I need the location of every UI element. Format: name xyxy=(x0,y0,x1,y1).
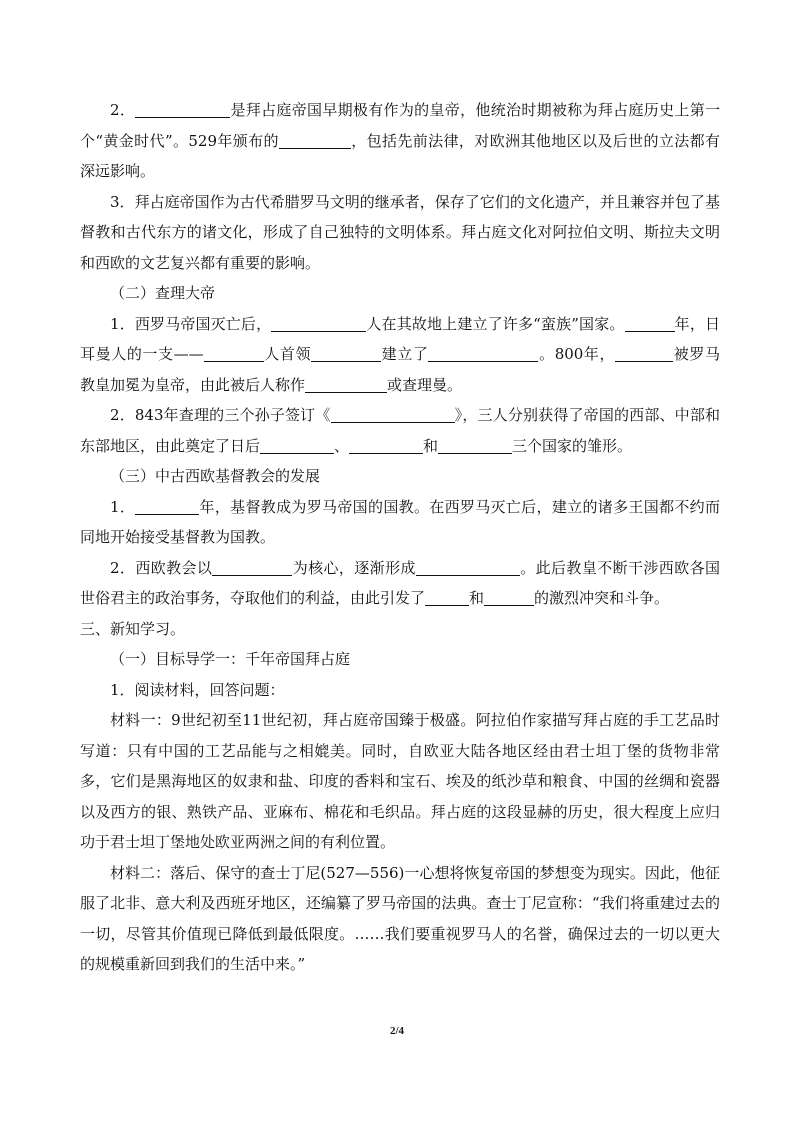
fill-blank[interactable] xyxy=(331,406,455,423)
question-prompt: 1．阅读材料，回答问题： xyxy=(110,680,285,699)
paragraph-state-religion: 1． 年，基督教成为罗马帝国的国教。在西罗马灭亡后，建立的诸多王国都不约而同地开始接受基督教为国教。 xyxy=(80,497,720,546)
paragraph-frankish: 1．西罗马帝国灭亡后， 人在其故地上建立了许多“蛮族”国家。 年，日耳曼人的一支—— 人首领 建立了 。800年， 被罗马教皇加冕为皇帝，由此被后人称作 或查理曼。 xyxy=(80,314,720,394)
fill-blank[interactable] xyxy=(305,376,387,393)
paragraph-byzantine-culture: 3．拜占庭帝国作为古代希腊罗马文明的继承者，保存了它们的文化遗产，并且兼容并包了基督教和古代东方的诸文化，形成了自己独特的文明体系。拜占庭文化对阿拉伯文明、斯拉夫文明和西欧的文艺复兴都有重要的影响。 xyxy=(80,192,720,272)
fill-blank[interactable] xyxy=(204,345,264,362)
fill-blank[interactable] xyxy=(438,437,512,454)
fill-blank[interactable] xyxy=(260,437,334,454)
fill-blank[interactable] xyxy=(425,589,469,606)
fill-blank[interactable] xyxy=(349,437,423,454)
fill-blank[interactable] xyxy=(135,498,199,515)
page-number: 2/4 xyxy=(389,1025,405,1037)
fill-blank[interactable] xyxy=(615,345,673,362)
fill-blank[interactable] xyxy=(625,315,675,332)
material-one: 材料一：9世纪初至11世纪初，拜占庭帝国臻于极盛。阿拉伯作家描写拜占庭的手工艺品时写道：只有中国的工艺品能与之相媲美。同时，自欧亚大陆各地区经由君士坦丁堡的货物非常多，它们是黑海地区的奴隶和盐、印度的香料和宝石、埃及的纸沙草和粮食、中国的丝绸和瓷器以及西方的银、熟铁产品、亚麻布、棉花和毛织品。拜占庭的这段显赫的历史，很大程度上应归功于君士坦丁堡地处欧亚两洲之间的有利位置。 xyxy=(80,711,720,851)
fill-blank[interactable] xyxy=(279,132,351,149)
heading-church: （三）中古西欧基督教会的发展 xyxy=(110,467,321,485)
fill-blank[interactable] xyxy=(484,589,534,606)
fill-blank[interactable] xyxy=(416,559,520,576)
fill-blank[interactable] xyxy=(135,101,230,118)
fill-blank[interactable] xyxy=(311,345,381,362)
fill-blank[interactable] xyxy=(428,345,538,362)
paragraph-justinian: 2． 是拜占庭帝国早期极有作为的皇帝，他统治时期被称为拜占庭历史上第一个“黄金时代”。529年颁布的 ，包括先前法律，对欧洲其他地区以及后世的立法都有深远影响。 xyxy=(80,101,721,180)
fill-blank[interactable] xyxy=(212,559,292,576)
paragraph-papacy: 2．西欧教会以 为核心，逐渐形成 。此后教皇不断干涉西欧各国世俗君主的政治事务，夺取他们的利益，由此引发了 和 的激烈冲突和斗争。 xyxy=(80,558,720,607)
fill-blank[interactable] xyxy=(271,315,366,332)
heading-goal-one: （一）目标导学一：千年帝国拜占庭 xyxy=(110,650,351,668)
section-new-learning: 三、新知学习。 xyxy=(80,619,186,638)
paragraph-treaty: 2．843年查理的三个孙子签订《 》，三人分别获得了帝国的西部、中部和东部地区，由此奠定了日后 、 和 三个国家的雏形。 xyxy=(80,406,720,455)
heading-charlemagne: （二）查理大帝 xyxy=(110,284,216,302)
material-two: 材料二：落后、保守的查士丁尼(527—556)一心想将恢复帝国的梦想变为现实。因此，他征服了北非、意大利及西班牙地区，还编纂了罗马帝国的法典。查士丁尼宣称：“我们将重建过去的一切，尽管其价值现已降低到最低限度。……我们要重视罗马人的名誉，确保过去的一切以更大的规模重新回到我们的生活中来。” xyxy=(80,863,720,973)
document-body xyxy=(80,95,720,980)
